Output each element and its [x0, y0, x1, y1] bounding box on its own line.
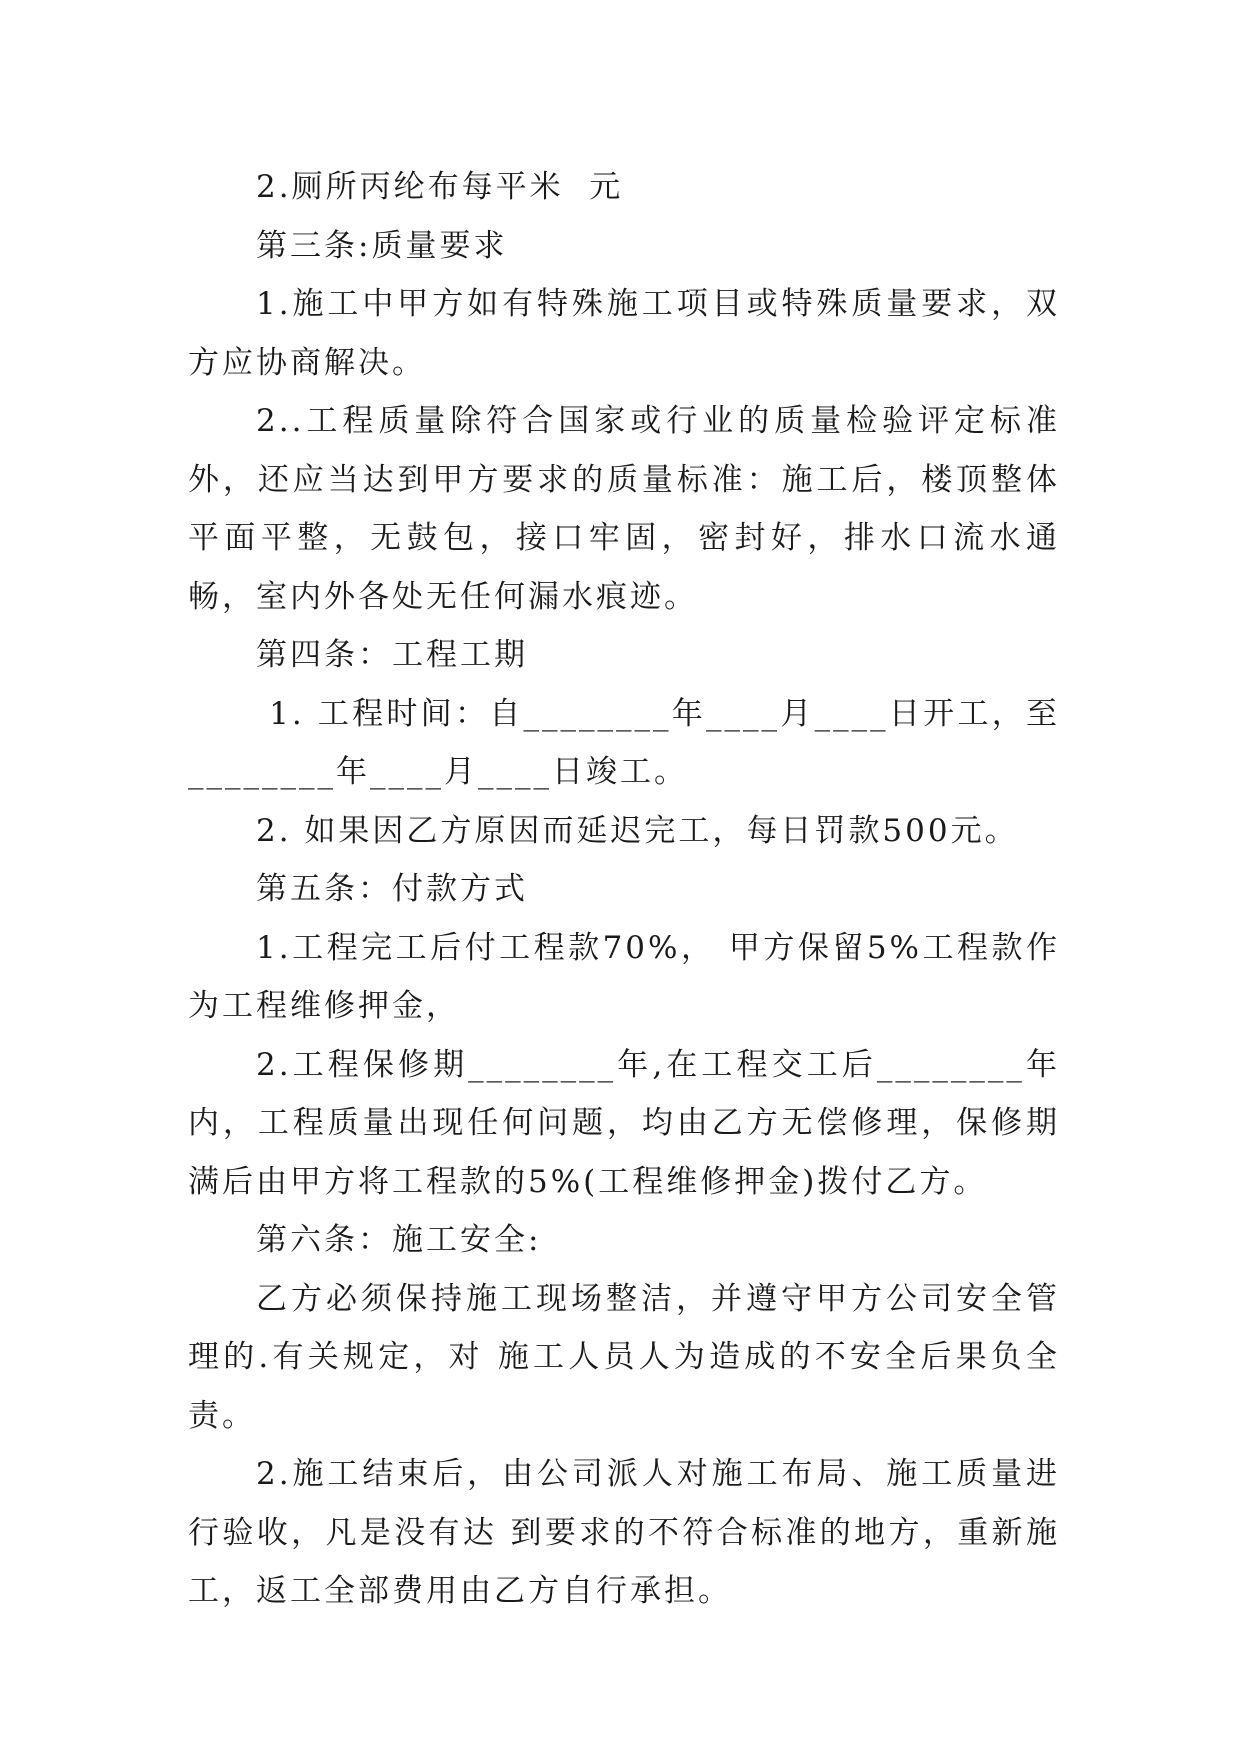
heading-article-6-safety: 第六条：施工安全:	[256, 1222, 542, 1258]
heading-article-4-schedule: 第四条：工程工期	[256, 637, 528, 673]
heading-article-3-quality: 第三条:质量要求	[256, 227, 508, 264]
document-body	[188, 158, 1060, 1621]
paragraph-site-safety: 乙方必须保持施工现场整洁，并遵守甲方公司安全管理的.有关规定，对 施工人员人为造成的不安全后果负全责。	[188, 1280, 1060, 1434]
paragraph-delay-penalty: 2. 如果因乙方原因而延迟完工，每日罚款500元。	[256, 812, 1019, 849]
paragraph-construction-time: 1. 工程时间：自________年____月____日开工，至________年____月____日竣工。	[188, 695, 1060, 790]
paragraph-payment-terms: 1.工程完工后付工程款70%， 甲方保留5%工程款作为工程维修押金，	[188, 929, 1060, 1024]
paragraph-quality-standard: 2..工程质量除符合国家或行业的质量检验评定标准外，还应当达到甲方要求的质量标准：施工后，楼顶整体平面平整，无鼓包，接口牢固，密封好，排水口流水通畅，室内外各处无任何漏水痕迹。	[188, 403, 1060, 615]
paragraph-warranty-period: 2.工程保修期________年,在工程交工后________年内，工程质量出现任何问题，均由乙方无偿修理，保修期满后由甲方将工程款的5%(工程维修押金)拨付乙方。	[188, 1046, 1060, 1200]
paragraph-acceptance-inspection: 2.施工结束后，由公司派人对施工布局、施工质量进行验收，凡是没有达 到要求的不符合标准的地方，重新施工，返工全部费用由乙方自行承担。	[188, 1456, 1060, 1609]
paragraph-special-requirements: 1.施工中甲方如有特殊施工项目或特殊质量要求，双方应协商解决。	[188, 286, 1060, 381]
paragraph-toilet-fabric-price: 2.厕所丙纶布每平米 元	[256, 169, 624, 205]
heading-article-5-payment: 第五条：付款方式	[256, 871, 528, 907]
